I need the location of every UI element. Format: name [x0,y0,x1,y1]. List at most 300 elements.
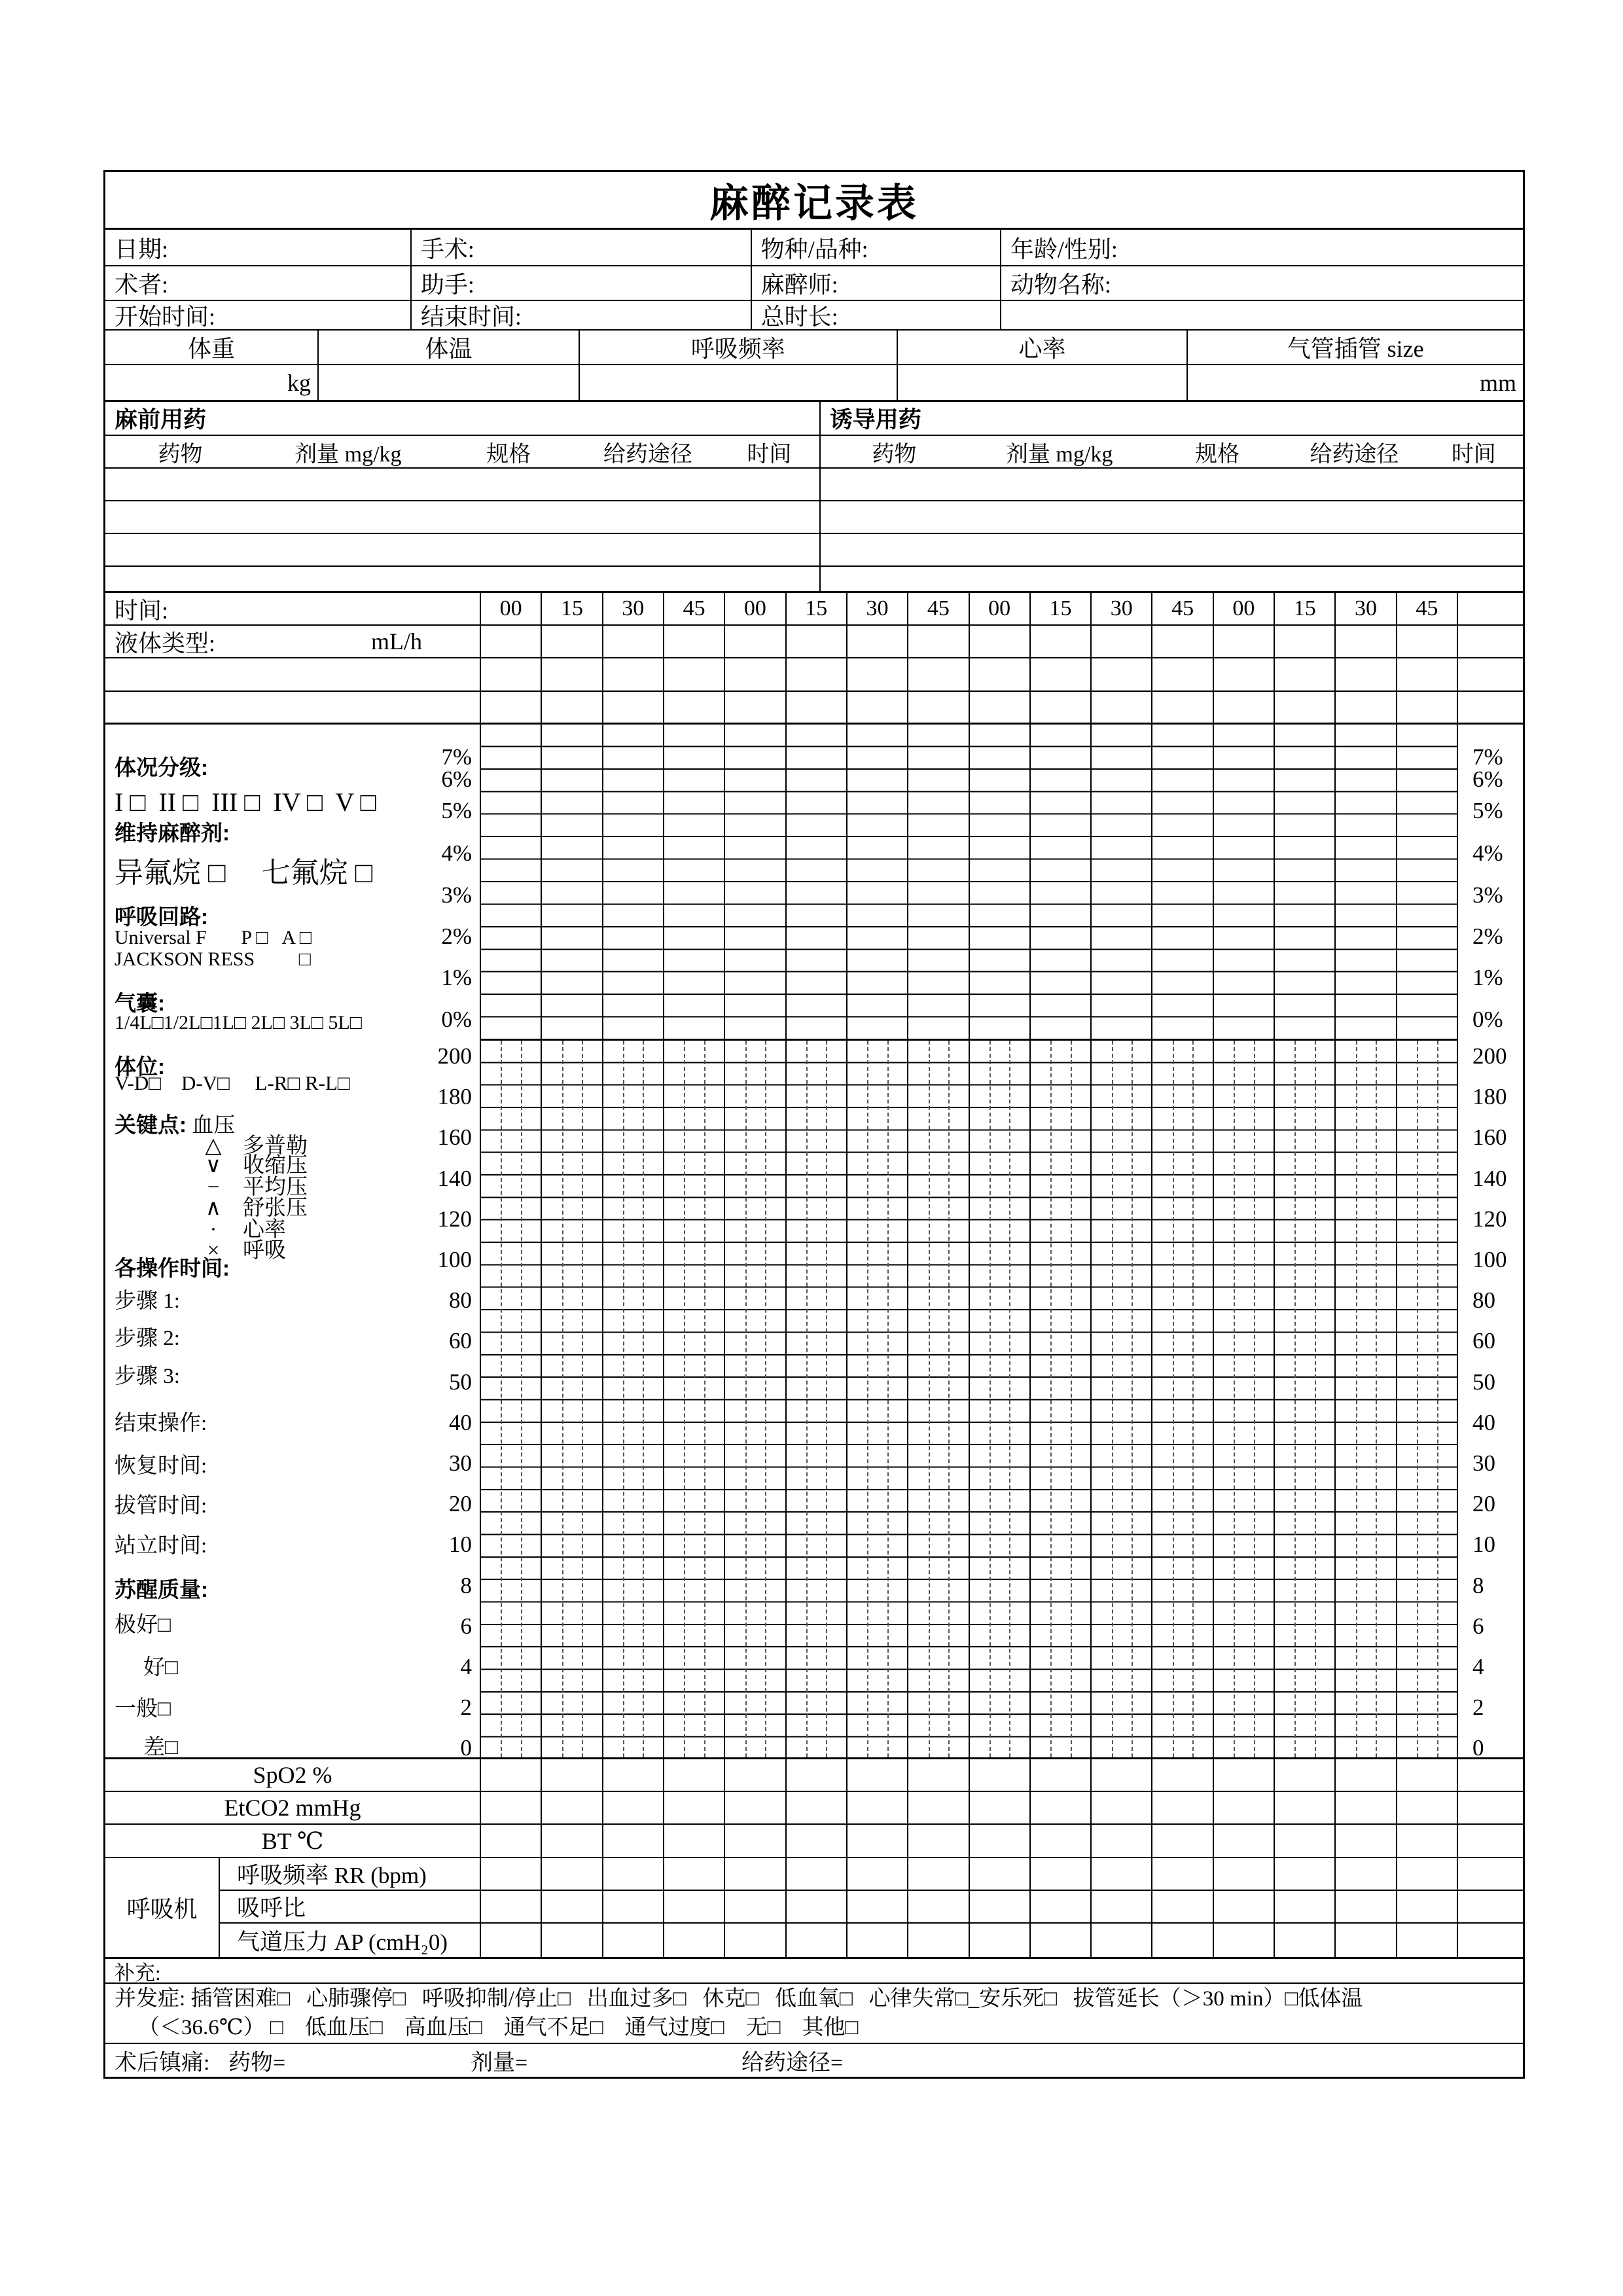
grid-cell[interactable] [1029,1891,1090,1922]
grid-column[interactable] [1213,1041,1274,1757]
grid-cell[interactable] [1213,1825,1274,1857]
grid-cell[interactable] [969,1891,1029,1922]
grid-cell[interactable] [1029,1924,1090,1957]
grid-cell[interactable] [724,1858,785,1890]
grid-cell[interactable] [481,1792,541,1823]
ventilator-ie-tail[interactable] [1457,1891,1523,1922]
grid-cell[interactable] [969,626,1029,657]
grid-cell[interactable] [663,1759,724,1791]
resp-rate-header: 呼吸频率 [580,331,898,364]
premed-entry-cell[interactable] [105,501,821,533]
grid-cell[interactable] [481,626,541,657]
grid-cell[interactable] [1274,692,1334,723]
info-empty-cell[interactable] [1001,301,1523,329]
grid-cell[interactable] [1151,658,1212,691]
induction-entry-cell[interactable] [821,534,1523,565]
grid-cell[interactable] [1090,1924,1151,1957]
fluid-type-label[interactable]: 液体类型: [115,630,216,656]
axis-label: 3% [1472,882,1503,908]
grid-cell[interactable] [1334,1825,1395,1857]
grid-cell[interactable] [907,1891,968,1922]
grid-cell[interactable] [1029,626,1090,657]
anesthetist-field[interactable]: 麻醉师: [752,266,1001,300]
grid-cell[interactable] [846,692,907,723]
surgery-field[interactable]: 手术: [412,230,752,265]
maintenance-anesthetic-options[interactable]: 异氟烷 □ 七氟烷 □ [115,857,373,889]
premed-col-spec: 规格 [486,442,531,467]
axis-label: 0 [460,1735,472,1761]
grid-cell[interactable] [846,1858,907,1890]
grid-column[interactable] [907,725,968,1039]
grid-cell[interactable] [1334,692,1395,723]
grid-column[interactable] [785,1041,846,1757]
induction-col-drug: 药物 [872,442,917,467]
grid-cell[interactable] [1274,1825,1334,1857]
axis-label: 20 [1472,1491,1495,1516]
axis-label: 4% [441,840,472,866]
position-options[interactable]: V-D□ D-V□ L-R□ R-L□ [115,1071,350,1094]
axis-label: 0 [1472,1735,1484,1761]
grid-cell[interactable] [785,626,846,657]
ventilator-label: 呼吸机 [105,1858,220,1957]
time-tick: 45 [663,593,724,624]
grid-cell[interactable] [785,1825,846,1857]
grid-cell[interactable] [481,1858,541,1890]
grid-cell[interactable] [1213,1858,1274,1890]
grid-column[interactable] [481,725,541,1039]
ventilator-rr-row [220,1858,1523,1891]
grid-cell[interactable] [541,1792,601,1823]
axis-label: 2 [460,1695,472,1720]
end-operation-field[interactable]: 结束操作: [115,1412,207,1435]
grid-column[interactable] [602,725,663,1039]
circuit-jackson-option[interactable]: JACKSON RESS □ [115,948,311,970]
grid-cell[interactable] [541,658,601,691]
grid-cell[interactable] [1151,1759,1212,1791]
grid-column[interactable] [1274,1041,1334,1757]
vitals-trend-grid[interactable] [481,1039,1457,1757]
grid-cell[interactable] [1274,1792,1334,1823]
grid-cell[interactable] [1090,658,1151,691]
induction-title: 诱导用药 [829,407,921,433]
postop-drug-field[interactable]: 药物= [228,2051,286,2075]
grid-cell[interactable] [1274,1891,1334,1922]
grid-cell[interactable] [1396,1891,1457,1922]
body-temp-label: BT ℃ [105,1825,481,1857]
resp-rate-input-cell[interactable] [580,365,898,400]
grid-cell[interactable] [1090,1858,1151,1890]
body-temp-tail-cell[interactable] [1457,1825,1523,1857]
grid-column[interactable] [481,1041,541,1757]
condition-grade-options[interactable]: I □ II □ III □ IV □ V □ [115,787,376,817]
bag-size-options[interactable]: 1/4L□1/2L□1L□ 2L□ 3L□ 5L□ [115,1012,362,1033]
grid-cell[interactable] [663,1858,724,1890]
grid-cell[interactable] [1396,1759,1457,1791]
ventilator-ie-row [220,1891,1523,1924]
grid-cell[interactable] [663,1891,724,1922]
ventilator-section [105,1858,1523,1959]
grid-column[interactable] [1151,1041,1212,1757]
legend-mean-label: 平均压 [243,1175,308,1199]
complications-line2[interactable]: （＜36.6℃） □ 低血压□ 高血压□ 通气不足□ 通气过度□ 无□ 其他□ [138,2016,859,2039]
axis-label: 5% [1472,798,1503,823]
time-tick: 45 [1151,593,1212,624]
grid-column[interactable] [1213,725,1274,1039]
ventilator-ap-tail[interactable] [1457,1924,1523,1957]
grid-cell[interactable] [663,1924,724,1957]
grid-cell[interactable] [969,1825,1029,1857]
grid-cell[interactable] [541,1924,601,1957]
grid-column[interactable] [907,1041,968,1757]
info-row-1 [105,230,1523,266]
grid-cell[interactable] [1274,1759,1334,1791]
complications-row [105,1984,1523,2044]
circuit-universal-option[interactable]: Universal F P □ A □ [115,927,312,948]
grid-column[interactable] [785,725,846,1039]
induction-entry-cell[interactable] [821,567,1523,591]
grid-cell[interactable] [969,1858,1029,1890]
grid-cell[interactable] [1151,1825,1212,1857]
grid-cell[interactable] [846,1924,907,1957]
grid-column[interactable] [663,1041,724,1757]
time-tick: 45 [1396,593,1457,624]
grid-cell[interactable] [785,1792,846,1823]
axis-label: 2% [441,924,472,949]
grid-cell[interactable] [1151,692,1212,723]
grid-cell[interactable] [1334,1924,1395,1957]
grid-cell[interactable] [1151,626,1212,657]
etco2-row [105,1792,1523,1825]
end-time-field[interactable]: 结束时间: [412,301,752,329]
axis-label: 50 [1472,1369,1495,1395]
standing-time-field[interactable]: 站立时间: [115,1534,207,1558]
induction-entry-cell[interactable] [821,501,1523,533]
vitals-header-row [105,331,1523,365]
info-row-3 [105,301,1523,331]
legend-doppler-label: 多普勒 [243,1134,308,1158]
grid-cell[interactable] [1334,1891,1395,1922]
grid-column[interactable] [724,725,785,1039]
axis-label: 6 [460,1613,472,1639]
postop-dose-field[interactable]: 剂量= [471,2051,528,2075]
grid-cell[interactable] [1029,1759,1090,1791]
grid-cell[interactable] [1334,1759,1395,1791]
fluid-tail-cell[interactable] [1457,626,1523,657]
grid-cell[interactable] [481,1759,541,1791]
quality-good-option[interactable]: 好□ [143,1656,178,1679]
grid-cell[interactable] [1213,1759,1274,1791]
axis-label: 140 [437,1166,472,1191]
postop-analgesia-row [105,2044,1523,2077]
complications-line1[interactable]: 并发症: 插管困难□ 心肺骤停□ 呼吸抑制/停止□ 出血过多□ 休克□ 低血氧□ 心律失常□_安乐死□ 拔管延长（＞30 min）□低体温 [115,1987,1363,2011]
grid-column[interactable] [663,725,724,1039]
grid-cell[interactable] [907,1924,968,1957]
grid-cell[interactable] [724,1792,785,1823]
right-axis-column [1457,725,1523,1761]
grid-cell[interactable] [1396,1924,1457,1957]
time-tick: 00 [1213,593,1274,624]
grid-cell[interactable] [785,1858,846,1890]
axis-label: 1% [441,965,472,990]
grid-column[interactable] [969,1041,1029,1757]
grid-cell[interactable] [724,1924,785,1957]
grid-cell[interactable] [1090,1825,1151,1857]
grid-cell[interactable] [907,692,968,723]
premed-col-dose: 剂量 mg/kg [294,442,402,467]
axis-label: 200 [437,1043,472,1069]
grid-cell[interactable] [1213,626,1274,657]
weight-header: 体重 [105,331,319,364]
grid-column[interactable] [969,725,1029,1039]
grid-column[interactable] [846,725,907,1039]
grid-cell[interactable] [1151,1858,1212,1890]
grid-cell[interactable] [602,692,663,723]
grid-cell[interactable] [481,1891,541,1922]
infusion-label-cell[interactable] [105,658,481,691]
time-header-row [105,593,1523,626]
grid-column[interactable] [541,725,601,1039]
spo2-row [105,1759,1523,1792]
time-tick: 00 [969,593,1029,624]
bag-header: 气囊: [115,991,165,1015]
grid-cell[interactable] [846,1759,907,1791]
anesthesia-record-form [103,170,1525,2079]
grid-column[interactable] [1029,725,1090,1039]
grid-cell[interactable] [1213,1891,1274,1922]
grid-cell[interactable] [663,658,724,691]
grid-cell[interactable] [1334,1858,1395,1890]
grid-cell[interactable] [1396,1825,1457,1857]
grid-column[interactable] [1396,1041,1457,1757]
grid-cell[interactable] [602,1825,663,1857]
grid-cell[interactable] [724,692,785,723]
grid-cell[interactable] [1396,1858,1457,1890]
grid-cell[interactable] [602,1858,663,1890]
grid-cell[interactable] [724,1891,785,1922]
grid-cell[interactable] [602,658,663,691]
grid-cell[interactable] [541,1891,601,1922]
weight-input-cell[interactable]: kg [105,365,319,400]
age-sex-field[interactable]: 年龄/性别: [1010,236,1118,262]
grid-cell[interactable] [1274,658,1334,691]
grid-cell[interactable] [663,626,724,657]
infusion-tail-cell[interactable] [1457,658,1523,691]
grid-column[interactable] [1274,725,1334,1039]
postop-label: 术后镇痛: [115,2051,210,2075]
grid-cell[interactable] [481,1924,541,1957]
premed-entry-cell[interactable] [105,534,821,565]
step3-field[interactable]: 步骤 3: [115,1365,180,1388]
grid-column[interactable] [602,1041,663,1757]
breathing-circuit-header: 呼吸回路: [115,905,208,929]
anesthetic-percent-grid[interactable] [481,725,1457,1039]
recovery-time-field[interactable]: 恢复时间: [115,1454,207,1478]
grid-cell[interactable] [724,1825,785,1857]
grid-cell[interactable] [1396,1792,1457,1823]
grid-cell[interactable] [969,658,1029,691]
grid-cell[interactable] [724,1759,785,1791]
chart-sidebar [105,725,481,1761]
grid-cell[interactable] [602,1924,663,1957]
grid-cell[interactable] [602,626,663,657]
premed-entry-cell[interactable] [105,469,821,500]
info-row-2 [105,266,1523,301]
infusion-tail-cell[interactable] [1457,692,1523,723]
grid-cell[interactable] [1090,1759,1151,1791]
grid-cell[interactable] [1090,626,1151,657]
grid-column[interactable] [1090,725,1151,1039]
heart-rate-input-cell[interactable] [898,365,1188,400]
grid-cell[interactable] [1396,692,1457,723]
form-header [105,172,1523,230]
legend-heart-rate-label: 心率 [243,1218,286,1242]
extubation-time-field[interactable]: 拔管时间: [115,1494,207,1518]
grid-cell[interactable] [541,1759,601,1791]
extra-infusion-row [105,692,1523,725]
grid-cell[interactable] [1334,626,1395,657]
grid-cell[interactable] [1029,658,1090,691]
grid-cell[interactable] [663,1792,724,1823]
grid-column[interactable] [1396,725,1457,1039]
grid-cell[interactable] [1396,658,1457,691]
grid-cell[interactable] [1213,1924,1274,1957]
date-field[interactable]: 日期: [105,230,412,265]
step1-field[interactable]: 步骤 1: [115,1289,180,1313]
grid-cell[interactable] [481,1825,541,1857]
grid-column[interactable] [1029,1041,1090,1757]
infusion-label-cell[interactable] [105,692,481,723]
grid-cell[interactable] [969,1792,1029,1823]
grid-cell[interactable] [1334,1792,1395,1823]
grid-cell[interactable] [663,1825,724,1857]
grid-cell[interactable] [785,1759,846,1791]
legend-diastolic-label: 舒张压 [243,1196,308,1220]
spo2-tail-cell[interactable] [1457,1759,1523,1791]
grid-cell[interactable] [846,626,907,657]
grid-cell[interactable] [846,1792,907,1823]
grid-cell[interactable] [907,658,968,691]
total-duration-field[interactable]: 总时长: [752,301,1001,329]
ventilator-rr-tail[interactable] [1457,1858,1523,1890]
grid-cell[interactable] [1334,658,1395,691]
grid-column[interactable] [1334,725,1395,1039]
axis-label: 180 [1472,1084,1507,1109]
drug-column-headers [105,436,1523,469]
grid-cell[interactable] [1090,1891,1151,1922]
axis-label: 0% [1472,1007,1503,1032]
grid-cell[interactable] [1274,1924,1334,1957]
grid-cell[interactable] [541,626,601,657]
animal-name-field[interactable]: 动物名称: [1010,272,1111,298]
start-time-field[interactable]: 开始时间: [105,301,412,329]
grid-cell[interactable] [907,626,968,657]
grid-cell[interactable] [969,692,1029,723]
triangle-symbol: △ [205,1134,222,1158]
et-tube-input-cell[interactable]: mm [1479,369,1516,396]
grid-cell[interactable] [907,1759,968,1791]
grid-column[interactable] [724,1041,785,1757]
grid-cell[interactable] [1213,658,1274,691]
assistant-field[interactable]: 助手: [412,266,752,300]
species-field[interactable]: 物种/品种: [752,230,1001,265]
grid-cell[interactable] [1029,1825,1090,1857]
grid-cell[interactable] [541,1858,601,1890]
grid-cell[interactable] [907,1792,968,1823]
grid-cell[interactable] [969,1924,1029,1957]
grid-cell[interactable] [785,1924,846,1957]
quality-poor-option[interactable]: 差□ [143,1736,178,1759]
grid-cell[interactable] [1151,1792,1212,1823]
axis-label: 10 [1472,1532,1495,1557]
grid-cell[interactable] [785,1891,846,1922]
grid-cell[interactable] [846,1891,907,1922]
grid-cell[interactable] [1029,692,1090,723]
time-tick: 15 [1029,593,1090,624]
grid-cell[interactable] [1029,1858,1090,1890]
grid-cell[interactable] [541,1825,601,1857]
surgeon-field[interactable]: 术者: [105,266,412,300]
grid-cell[interactable] [1151,1891,1212,1922]
grid-column[interactable] [846,1041,907,1757]
grid-cell[interactable] [1213,692,1274,723]
grid-cell[interactable] [907,1858,968,1890]
axis-label: 100 [1472,1247,1507,1272]
grid-cell[interactable] [1029,1792,1090,1823]
grid-cell[interactable] [1090,1792,1151,1823]
grid-cell[interactable] [1213,1792,1274,1823]
premed-entry-cell[interactable] [105,567,821,591]
grid-cell[interactable] [724,626,785,657]
grid-cell[interactable] [969,1759,1029,1791]
postop-route-field[interactable]: 给药途径= [741,2051,844,2075]
grid-cell[interactable] [1151,1924,1212,1957]
step2-field[interactable]: 步骤 2: [115,1327,180,1350]
drug-entry-row [105,567,1523,593]
etco2-tail-cell[interactable] [1457,1792,1523,1823]
quality-fair-option[interactable]: 一般□ [115,1697,171,1721]
grid-cell[interactable] [602,1792,663,1823]
grid-cell[interactable] [602,1891,663,1922]
grid-column[interactable] [1334,1041,1395,1757]
grid-cell[interactable] [1396,626,1457,657]
grid-cell[interactable] [1090,692,1151,723]
grid-cell[interactable] [724,658,785,691]
supplement-label[interactable]: 补充: [115,1961,161,1984]
grid-cell[interactable] [1274,626,1334,657]
grid-cell[interactable] [846,658,907,691]
grid-cell[interactable] [907,1825,968,1857]
heart-rate-header: 心率 [898,331,1188,364]
recovery-quality-header: 苏醒质量: [115,1577,208,1602]
grid-column[interactable] [1151,725,1212,1039]
grid-cell[interactable] [785,692,846,723]
time-tick: 15 [785,593,846,624]
axis-label: 7% [1472,744,1503,770]
grid-cell[interactable] [481,692,541,723]
grid-cell[interactable] [846,1825,907,1857]
grid-cell[interactable] [663,692,724,723]
grid-cell[interactable] [1274,1858,1334,1890]
grid-cell[interactable] [481,658,541,691]
induction-entry-cell[interactable] [821,469,1523,500]
grid-cell[interactable] [785,658,846,691]
grid-cell[interactable] [602,1759,663,1791]
quality-excellent-option[interactable]: 极好□ [115,1613,171,1637]
grid-column[interactable] [1090,1041,1151,1757]
grid-column[interactable] [541,1041,601,1757]
grid-cell[interactable] [541,692,601,723]
temperature-input-cell[interactable] [319,365,580,400]
